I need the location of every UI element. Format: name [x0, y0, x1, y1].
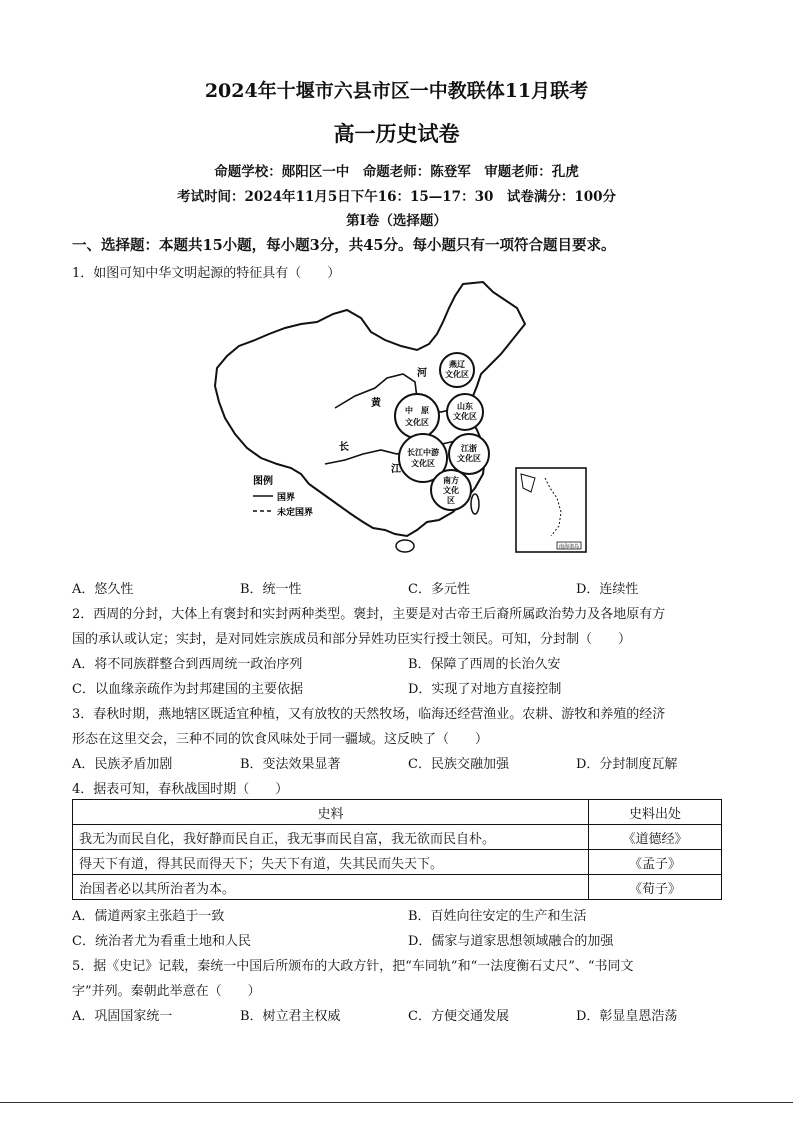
svg-text:国界: 国界	[277, 492, 296, 502]
svg-text:长江中游: 长江中游	[407, 448, 439, 457]
q3-option-c[interactable]: C．民族交融加强	[408, 757, 509, 772]
section-heading: 一、选择题：本题共15小题，每小题3分，共45分。每小题只有一项符合题目要求。	[72, 237, 616, 254]
q5-option-d[interactable]: D．彰显皇恩浩荡	[576, 1009, 678, 1024]
svg-text:文化区: 文化区	[457, 454, 481, 463]
svg-text:文化区: 文化区	[405, 418, 429, 427]
q2-option-b[interactable]: B．保障了西周的长治久安	[408, 657, 561, 672]
table-header-row	[73, 800, 722, 825]
svg-text:文化区: 文化区	[445, 370, 469, 379]
table-cell-origin: 《孟子》	[589, 850, 722, 875]
svg-text:中 原: 中 原	[405, 406, 429, 415]
table-cell-origin: 《道德经》	[589, 825, 722, 850]
q3-stem-line1: 3．春秋时期，燕地辖区既适宜种植，又有放牧的天然牧场，临海还经营渔业。农耕、游牧和养殖的经济	[72, 707, 666, 722]
river-label-chang: 长	[339, 442, 349, 453]
q2-stem-line2: 国的承认或认定；实封，是对同姓宗族成员和部分异姓功臣实行授土领民。可知，分封制（ ）	[72, 632, 632, 647]
q1-stem: 1．如图可知中华文明起源的特征具有（ ）	[72, 266, 341, 281]
svg-text:江浙: 江浙	[461, 444, 477, 453]
exam-part: 第Ⅰ卷（选择题）	[346, 213, 447, 229]
region-zhongyuan	[395, 394, 439, 438]
region-nanfang	[431, 470, 471, 510]
svg-text:南海诸岛: 南海诸岛	[558, 544, 580, 550]
svg-text:区: 区	[447, 496, 455, 505]
yellow-river	[335, 374, 457, 412]
hainan-island	[396, 540, 414, 552]
south-china-sea-inset	[516, 468, 586, 552]
map-legend	[253, 474, 313, 517]
q5-option-a[interactable]: A．巩固国家统一	[72, 1009, 173, 1024]
q2-option-d[interactable]: D．实现了对地方直接控制	[408, 682, 562, 697]
q5-option-c[interactable]: C．方便交通发展	[408, 1009, 509, 1024]
region-jiangzhe	[449, 434, 489, 474]
exam-subtitle: 高一历史试卷	[333, 121, 460, 146]
svg-text:山东: 山东	[457, 402, 473, 411]
q4-option-b[interactable]: B．百姓向往安定的生产和生活	[408, 909, 587, 924]
q1-option-b[interactable]: B．统一性	[240, 582, 302, 597]
table-row	[73, 875, 722, 900]
table-cell-source: 得天下有道，得其民而得天下；失天下有道，失其民而失天下。	[73, 850, 589, 875]
q3-option-b[interactable]: B．变法效果显著	[240, 757, 341, 772]
china-civilization-map	[205, 278, 590, 556]
table-header-origin: 史料出处	[589, 800, 722, 825]
exam-title: 2024年十堰市六县市区一中教联体11月联考	[204, 80, 589, 102]
q1-option-c[interactable]: C．多元性	[408, 582, 470, 597]
svg-text:文化区: 文化区	[453, 412, 477, 421]
table-cell-origin: 《荀子》	[589, 875, 722, 900]
exam-time: 考试时间：2024年11月5日下午16：15—17：30 试卷满分：100分	[176, 189, 617, 205]
svg-text:燕辽: 燕辽	[449, 360, 465, 369]
q5-option-b[interactable]: B．树立君主权威	[240, 1009, 341, 1024]
q4-option-d[interactable]: D．儒家与道家思想领域融合的加强	[408, 934, 614, 949]
svg-text:未定国界: 未定国界	[277, 507, 314, 517]
river-label-jiang: 江	[391, 464, 401, 475]
table-cell-source: 我无为而民自化，我好静而民自正，我无事而民自富，我无欲而民自朴。	[73, 825, 589, 850]
page-bottom-rule	[0, 1102, 793, 1103]
river-label-he: 河	[417, 368, 427, 379]
table-cell-source: 治国者必以其所治者为本。	[73, 875, 589, 900]
q3-stem-line2: 形态在这里交会，三种不同的饮食风味处于同一疆域。这反映了（ ）	[72, 732, 489, 747]
q4-option-a[interactable]: A．儒道两家主张趋于一致	[72, 909, 225, 924]
svg-text:文化区: 文化区	[411, 459, 435, 468]
taiwan-island	[471, 494, 479, 514]
region-yanliao	[440, 353, 474, 387]
svg-text:文化: 文化	[443, 486, 459, 495]
river-label-huang: 黄	[371, 398, 381, 409]
q5-stem-line1: 5．据《史记》记载，秦统一中国后所颁布的大政方针，把“车同轨”和“一法度衡石丈尺”、“书同文	[72, 959, 634, 974]
exam-authors: 命题学校：郧阳区一中 命题老师：陈登军 审题老师：孔虎	[214, 164, 579, 180]
svg-text:图例: 图例	[253, 476, 273, 487]
table-row	[73, 850, 722, 875]
q2-option-c[interactable]: C．以血缘亲疏作为封邦建国的主要依据	[72, 682, 303, 697]
q4-option-c[interactable]: C．统治者尤为看重土地和人民	[72, 934, 251, 949]
q4-source-table	[72, 799, 722, 900]
q5-stem-line2: 字”并列。秦朝此举意在（ ）	[72, 984, 261, 999]
q2-option-a[interactable]: A．将不同族群整合到西周统一政治序列	[72, 657, 303, 672]
q3-option-d[interactable]: D．分封制度瓦解	[576, 757, 678, 772]
table-row	[73, 825, 722, 850]
table-header-source: 史料	[73, 800, 589, 825]
svg-text:南方: 南方	[443, 476, 459, 485]
q1-option-a[interactable]: A．悠久性	[72, 582, 134, 597]
q3-option-a[interactable]: A．民族矛盾加剧	[72, 757, 173, 772]
q1-option-d[interactable]: D．连续性	[576, 582, 639, 597]
q4-stem: 4．据表可知，春秋战国时期（ ）	[72, 782, 289, 797]
region-shandong	[447, 394, 483, 430]
q2-stem-line1: 2．西周的分封，大体上有褒封和实封两种类型。褒封，主要是对古帝王后裔所属政治势力及各地原有方	[72, 607, 666, 622]
